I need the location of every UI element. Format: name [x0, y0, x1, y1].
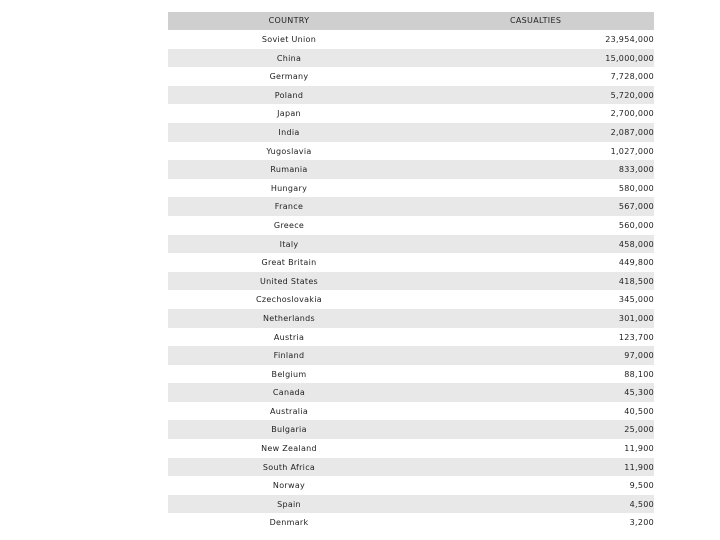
casualties-cell: 560,000: [618, 220, 654, 230]
casualties-cell: 25,000: [624, 425, 654, 435]
table-row: [168, 513, 654, 532]
casualties-cell: 88,100: [624, 369, 654, 379]
country-cell: Germany: [269, 72, 309, 82]
table-row: [168, 49, 654, 68]
table-body: [168, 30, 654, 532]
header-country: COUNTRY: [268, 16, 310, 25]
table-row: [168, 142, 654, 161]
table-row: [168, 365, 654, 384]
table-row: [168, 476, 654, 495]
country-cell: Australia: [269, 406, 309, 416]
table-row: [168, 179, 654, 198]
country-cell: New Zealand: [261, 444, 317, 454]
table-row: [168, 216, 654, 235]
casualties-cell: 123,700: [618, 332, 654, 342]
country-cell: Denmark: [269, 518, 309, 528]
country-cell: China: [276, 53, 302, 63]
casualties-cell: 301,000: [618, 313, 654, 323]
country-cell: Belgium: [271, 369, 307, 379]
casualties-cell: 7,728,000: [610, 72, 654, 82]
table-row: [168, 290, 654, 309]
country-cell: Austria: [273, 332, 305, 342]
table-row: [168, 253, 654, 272]
table-header: [168, 12, 654, 30]
casualties-cell: 97,000: [624, 351, 654, 361]
casualties-cell: 11,900: [624, 444, 654, 454]
casualties-cell: 580,000: [618, 183, 654, 193]
country-cell: Rumania: [270, 165, 308, 175]
casualties-cell: 23,954,000: [605, 35, 654, 44]
casualties-cell: 45,300: [624, 388, 654, 398]
table-row: [168, 495, 654, 514]
table-row: [168, 309, 654, 328]
table-row: [168, 104, 654, 123]
country-cell: South Africa: [262, 462, 316, 472]
casualties-cell: 3,200: [629, 518, 654, 528]
casualties-cell: 1,027,000: [610, 146, 654, 156]
country-cell: India: [278, 127, 300, 137]
country-cell: Japan: [277, 109, 301, 119]
table-row: [168, 383, 654, 402]
table-row: [168, 160, 654, 179]
casualties-cell: 4,500: [629, 499, 654, 509]
casualties-cell: 567,000: [618, 202, 654, 212]
country-cell: Soviet Union: [261, 35, 317, 44]
country-cell: Netherlands: [262, 313, 316, 323]
table-row: [168, 86, 654, 105]
table-row: [168, 123, 654, 142]
table-row: [168, 402, 654, 421]
country-cell: Norway: [272, 481, 306, 491]
table-row: [168, 346, 654, 365]
country-cell: Italy: [279, 239, 299, 249]
country-cell: France: [274, 202, 304, 212]
casualties-cell: 2,700,000: [610, 109, 654, 119]
table-row: [168, 439, 654, 458]
country-cell: Great Britain: [261, 258, 317, 268]
country-cell: Greece: [273, 220, 305, 230]
table-row: [168, 235, 654, 254]
country-cell: Canada: [272, 388, 306, 398]
country-cell: Bulgaria: [271, 425, 307, 435]
country-cell: Poland: [274, 90, 304, 100]
header-casualties: CASUALTIES: [510, 16, 562, 25]
casualties-cell: 449,800: [618, 258, 654, 268]
table-row: [168, 458, 654, 477]
casualties-cell: 15,000,000: [605, 53, 654, 63]
country-cell: Czechoslovakia: [256, 295, 322, 305]
country-cell: Finland: [273, 351, 305, 361]
casualties-cell: 2,087,000: [610, 127, 654, 137]
casualties-cell: 458,000: [618, 239, 654, 249]
casualties-cell: 9,500: [629, 481, 654, 491]
country-cell: United States: [259, 276, 319, 286]
country-cell: Yugoslavia: [266, 146, 312, 156]
casualties-cell: 5,720,000: [610, 90, 654, 100]
table-row: [168, 420, 654, 439]
casualties-cell: 418,500: [618, 276, 654, 286]
casualties-cell: 40,500: [624, 406, 654, 416]
country-cell: Hungary: [270, 183, 308, 193]
country-cell: Spain: [277, 499, 301, 509]
casualties-cell: 345,000: [618, 295, 654, 305]
table-row: [168, 328, 654, 347]
table-row: [168, 30, 654, 49]
casualties-cell: 11,900: [624, 462, 654, 472]
casualties-table: [168, 12, 654, 532]
table-row: [168, 272, 654, 291]
casualties-cell: 833,000: [618, 165, 654, 175]
table-row: [168, 67, 654, 86]
table-row: [168, 197, 654, 216]
